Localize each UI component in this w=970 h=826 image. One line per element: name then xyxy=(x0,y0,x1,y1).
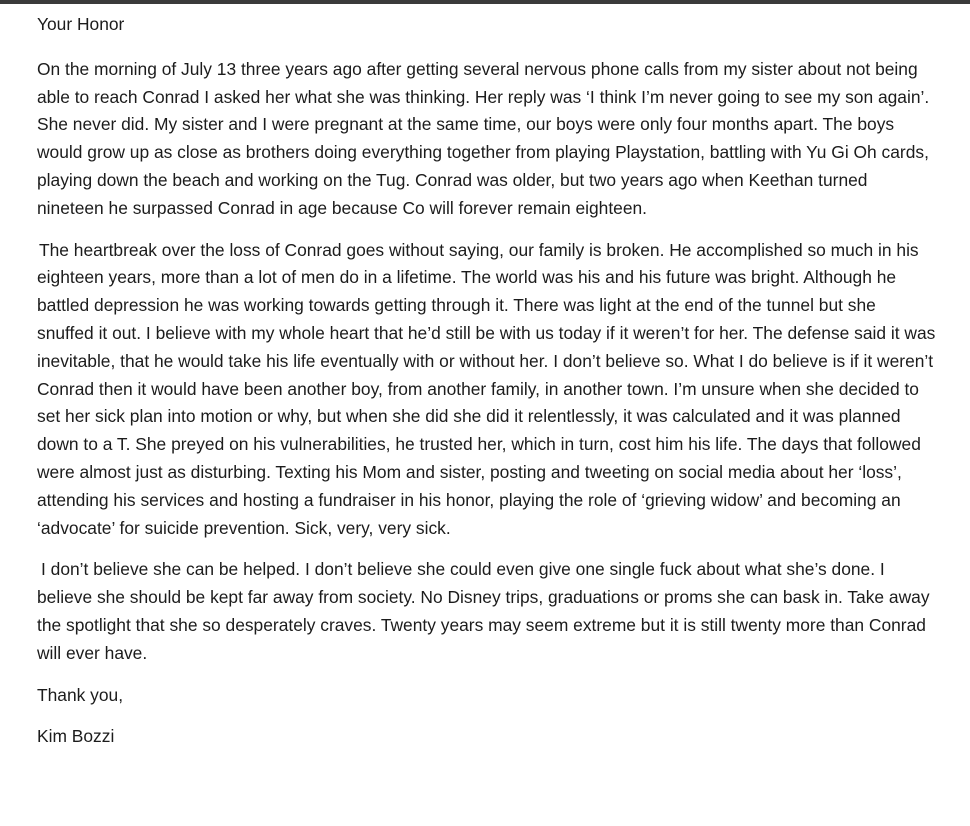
paragraph-3: I don’t believe she can be helped. I don’t believe she could even give one single fuck about what she’s done. I believe she should be kept far away from society. No Disney trips, graduations or proms she can bask in. Take away the spotlight that she so desperately craves. Twenty years may seem extreme but it is still twenty more than Conrad will ever have. xyxy=(37,559,930,663)
salutation: Your Honor xyxy=(37,14,125,34)
paragraph-2: The heartbreak over the loss of Conrad goes without saying, our family is broken. He accomplished so much in his eighteen years, more than a lot of men do in a lifetime. The world was his and his future was bright. Although he battled depression he was working towards getting through it. There was light at the end of the tunnel but she snuffed it out. I believe with my whole heart that he’d still be with us today if it weren’t for her. The defense said it was inevitable, that he would take his life eventually with or without her. I don’t believe so. What I do believe is if it weren’t Conrad then it would have been another boy, from another family, in another town. I’m unsure when she decided to set her sick plan into motion or why, but when she did she did it relentlessly, it was calculated and it was planned down to a T. She preyed on his vulnerabilities, he trusted her, which in turn, cost him his life. The days that followed were almost just as disturbing. Texting his Mom and sister, posting and tweeting on social media about her ‘loss’, attending his services and hosting a fundraiser in his honor, playing the role of ‘grieving widow’ and becoming an ‘advocate’ for suicide prevention. Sick, very, very sick. xyxy=(37,239,936,538)
closing: Thank you, xyxy=(37,684,124,705)
top-border xyxy=(0,0,970,4)
paragraph-1: On the morning of July 13 three years ago after getting several nervous phone calls from my sister about not being able to reach Conrad I asked her what she was thinking. Her reply was ‘I think I’m never going to see my son again’. She never did. My sister and I were pregnant at the same time, our boys were only four months apart. The boys would grow up as close as brothers doing everything together from playing Playstation, battling with Yu Gi Oh cards, playing down the beach and working on the Tug. Conrad was older, but two years ago when Keethan turned nineteen he surpassed Conrad in age because Co will forever remain eighteen. xyxy=(37,58,930,218)
letter-body xyxy=(37,11,937,751)
signature: Kim Bozzi xyxy=(37,726,115,747)
